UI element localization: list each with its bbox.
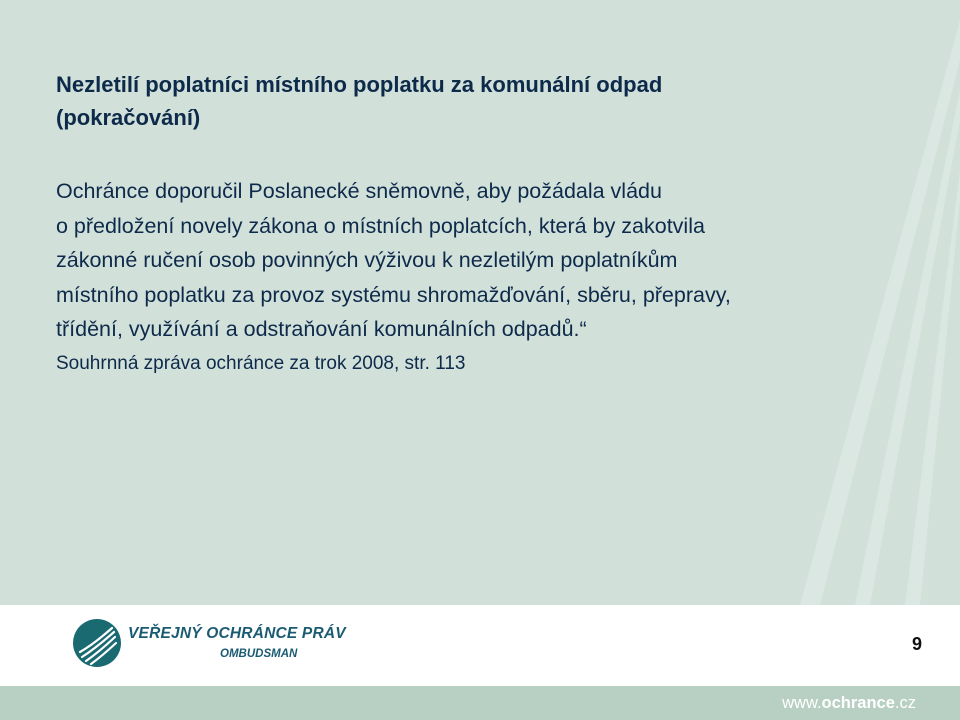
quote-source: Souhrnná zpráva ochránce za trok 2008, str. 113 [56,352,466,374]
slide-content [56,68,936,379]
title-line-1: Nezletilí poplatníci místního poplatku za komunální odpad [56,72,663,97]
quote-line: třídění, využívání a odstraňování komunálních odpadů.“ [56,317,587,341]
quote-line: místního poplatku za provoz systému shromažďování, sběru, přepravy, [56,282,731,307]
url-suffix: .cz [894,694,916,712]
quote-block [56,174,936,347]
brand-subtitle: OMBUDSMAN [220,648,298,660]
quote-line: o předložení novely zákona o místních poplatcích, která by zakotvila [56,213,705,238]
url-domain: ochrance [821,694,895,712]
website-link[interactable] [782,694,916,713]
url-prefix: www. [782,694,822,712]
page-number: 9 [911,634,922,654]
brand-name: VEŘEJNÝ OCHRÁNCE PRÁV [128,625,346,642]
ombudsman-logo-icon [72,618,122,668]
slide-title [56,68,936,134]
quote-line: zákonné ručení osob povinných výživou k nezletilým poplatníkům [56,248,678,272]
title-line-2: (pokračování) [56,105,201,130]
quote-line: Ochránce doporučil Poslanecké sněmovně, aby požádala vládu [56,179,662,203]
